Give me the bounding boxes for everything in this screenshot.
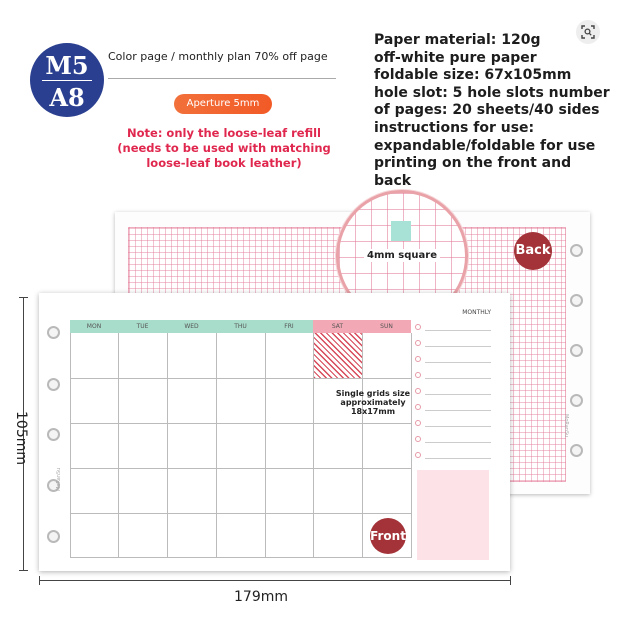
day-header: SUN xyxy=(362,320,411,333)
size-badge-bottom: A8 xyxy=(49,83,85,112)
back-brand: MoRanSu xyxy=(563,414,569,438)
subtitle-divider xyxy=(108,78,336,79)
binder-hole xyxy=(570,244,583,257)
list-item xyxy=(415,452,493,462)
front-label: Front xyxy=(370,518,406,554)
front-brand: MoRanSu xyxy=(56,467,62,491)
binder-hole xyxy=(47,428,60,441)
day-header: SAT xyxy=(313,320,362,333)
day-header: WED xyxy=(167,320,216,333)
spec-line: foldable size: 67x105mm xyxy=(374,67,572,84)
binder-hole xyxy=(47,530,60,543)
spec-line: of pages: 20 sheets/40 sides xyxy=(374,102,600,119)
list-item xyxy=(415,420,493,430)
size-badge-divider xyxy=(42,80,92,81)
binder-hole xyxy=(570,344,583,357)
list-item xyxy=(415,436,493,446)
size-badge xyxy=(30,43,104,117)
list-item xyxy=(415,404,493,414)
spec-line: hole slot: 5 hole slots number xyxy=(374,84,610,101)
calendar-grid xyxy=(70,320,411,558)
spec-line: expandable/foldable for use xyxy=(374,137,596,154)
list-item xyxy=(415,340,493,350)
calendar-body xyxy=(70,333,411,558)
list-item xyxy=(415,388,493,398)
height-label: 105mm xyxy=(13,411,29,465)
binder-hole xyxy=(47,378,60,391)
list-item xyxy=(415,372,493,382)
spec-line: printing on the front and xyxy=(374,155,572,172)
highlighted-square xyxy=(391,221,411,241)
hatched-sample-cell xyxy=(314,333,363,378)
width-dimension-line xyxy=(39,580,510,581)
list-item xyxy=(415,324,493,334)
day-header: FRI xyxy=(265,320,313,333)
binder-hole xyxy=(570,394,583,407)
list-item xyxy=(415,356,493,366)
spec-line: instructions for use: xyxy=(374,119,535,136)
grid-size-note: Single grids size approximately 18x17mm xyxy=(335,389,411,416)
spec-line: back xyxy=(374,172,412,189)
width-label: 179mm xyxy=(234,589,288,605)
note-text: Note: only the loose-leaf refill (needs to be used with matching loose-leaf book leather) xyxy=(117,126,331,170)
spec-line: Paper material: 120g xyxy=(374,32,541,48)
size-badge-top: M5 xyxy=(45,51,89,80)
specs-block xyxy=(374,32,636,190)
day-header: MON xyxy=(70,320,118,333)
notes-box xyxy=(417,470,489,560)
binder-hole xyxy=(570,294,583,307)
monthly-title: MONTHLY xyxy=(462,309,491,316)
spec-line: off-white pure paper xyxy=(374,49,537,66)
day-header: THU xyxy=(216,320,265,333)
day-header: TUE xyxy=(118,320,167,333)
back-label: Back xyxy=(514,232,552,270)
binder-hole xyxy=(47,326,60,339)
binder-hole xyxy=(570,444,583,457)
front-sheet xyxy=(39,293,510,571)
visual-search-icon[interactable] xyxy=(576,20,600,44)
subtitle: Color page / monthly plan 70% off page xyxy=(108,50,328,63)
magnifier-label: 4mm square xyxy=(364,249,440,262)
aperture-pill: Aperture 5mm xyxy=(174,94,272,114)
